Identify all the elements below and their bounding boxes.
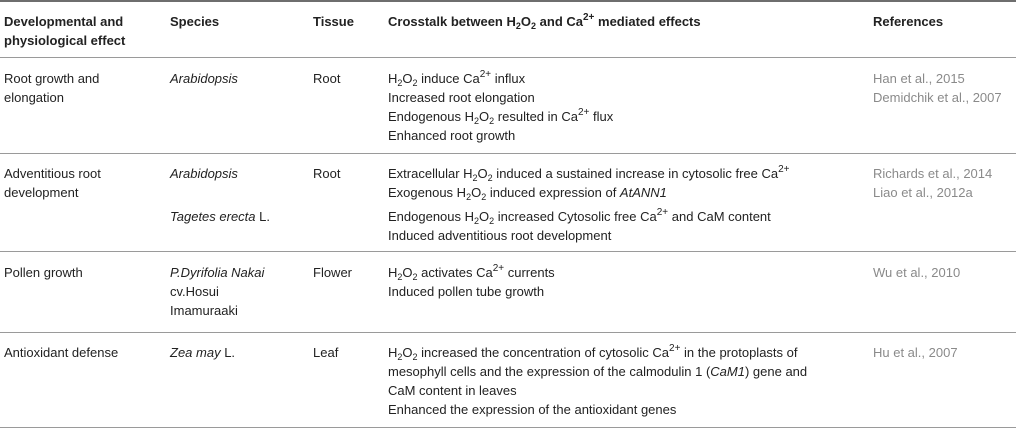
row3-species-cultivar: cv.Hosui Imamuraaki: [170, 284, 238, 318]
top-rule: [0, 0, 1016, 2]
row4-species: Zea may L.: [170, 345, 236, 360]
row1-species: Arabidopsis: [170, 71, 238, 86]
header-crosstalk: Crosstalk between $H_2O_2$ and $Ca^{2+}$ mediated effects: [388, 12, 701, 31]
row2-effect: Adventitious root development: [4, 166, 101, 200]
row3-crosstalk: $H_2O_2$ activates $Ca^{2+}$ currents Induced pollen tube growth: [388, 263, 555, 299]
row2-species-2: Tagetes erecta L.: [170, 209, 270, 224]
row3-species: P.Dyrifolia Nakai: [170, 265, 265, 280]
row2-species-1: Arabidopsis: [170, 166, 238, 181]
row2-tissue: Root: [313, 166, 341, 181]
header-species: Species: [170, 14, 220, 29]
row4-crosstalk: $H_2O_2$ increased the concentration of cytosolic $Ca^{2+}$ in the protoplasts of mesophyll cells and the expression of the calmodulin 1 (CaM1) gene and CaM content in leaves Enhanced the expression of the antioxidant genes: [388, 343, 808, 417]
row3-effect: Pollen growth: [4, 265, 83, 280]
row2-crosstalk-a: Extracellular $H_2O_2$ induced a sustained increase in cytosolic free $Ca^{2+}$ Exogenous $H_2O_2$ induced expression of AtANN1: [388, 164, 790, 202]
row1-references: Han et al., 2015 Demidchik et al., 2007: [873, 71, 1002, 105]
row1-crosstalk: $H_2O_2$ induce $Ca^{2+}$ influx Increased root elongation Endogenous $H_2O_2$ resulted in $Ca^{2+}$ flux Enhanced root growth: [388, 69, 614, 143]
row2-references: Richards et al., 2014 Liao et al., 2012a: [873, 166, 993, 200]
header-references: References: [873, 14, 944, 29]
row4-effect: Antioxidant defense: [4, 345, 119, 360]
row3-tissue: Flower: [313, 265, 353, 280]
row3-references: Wu et al., 2010: [873, 265, 961, 280]
row1-rule: [0, 153, 1016, 154]
bottom-rule: [0, 427, 1016, 428]
row4-tissue: Leaf: [313, 345, 339, 360]
row1-effect: Root growth and elongation: [4, 71, 100, 105]
row2-crosstalk-b: Endogenous $H_2O_2$ increased Cytosolic free $Ca^{2+}$ and CaM content Induced adventitious root development: [388, 207, 771, 243]
row3-rule: [0, 332, 1016, 333]
row2-rule: [0, 251, 1016, 252]
header-effect: Developmental and physiological effect: [4, 14, 126, 48]
header-rule: [0, 57, 1016, 58]
row1-tissue: Root: [313, 71, 341, 86]
header-tissue: Tissue: [313, 14, 354, 29]
row4-references: Hu et al., 2007: [873, 345, 958, 360]
